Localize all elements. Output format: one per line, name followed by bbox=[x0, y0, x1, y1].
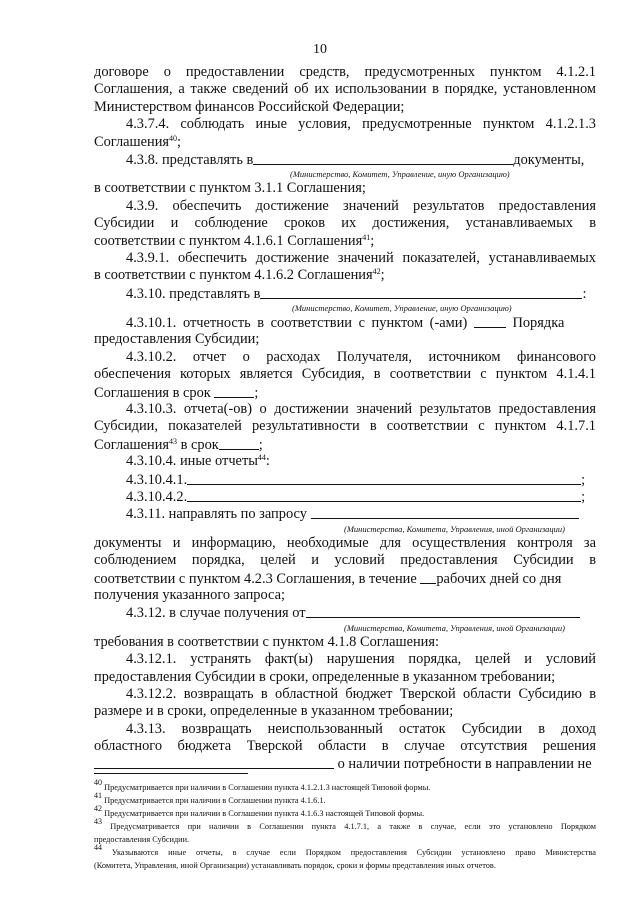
clause-4-3-10: 4.3.10. представлять в : bbox=[126, 285, 587, 302]
footnote-44: $^{44}$ Указываются иные отчеты, в случае если Порядком предоставления Субсидии установлено право Министерства bbox=[94, 843, 596, 857]
hint-authority: (Министерства, Комитета, Управления, иной Организации) bbox=[344, 622, 566, 633]
text-line: договоре о предоставлении средств, предусмотренных пунктом 4.1.2.1 bbox=[94, 64, 596, 80]
footnote-41: $^{41}$ Предусматривается при наличии в Соглашении пункта 4.1.6.1. bbox=[94, 791, 326, 805]
hint-line bbox=[94, 622, 596, 634]
text-line: предоставления Субсидии; bbox=[94, 331, 260, 348]
page-number: 10 bbox=[313, 42, 327, 57]
blank-line-authority bbox=[306, 604, 580, 618]
clause-4-3-10-4-2: 4.3.10.4.2. ; bbox=[126, 488, 586, 505]
text-line: требования в соответствии с пунктом 4.1.8 Соглашения: bbox=[94, 633, 439, 650]
footnote-ref: 41 bbox=[362, 232, 371, 242]
clause-4-3-10-2: 4.3.10.2. отчет о расходах Получателя, источником финансового bbox=[126, 348, 596, 365]
blank-line-report bbox=[187, 471, 581, 485]
clause-4-3-12-2: 4.3.12.2. возвращать в областной бюджет Тверской области Субсидию в bbox=[126, 685, 596, 702]
clause-4-3-10-4-1: 4.3.10.4.1. ; bbox=[126, 471, 586, 488]
text-line: Министерством финансов Российской Федерации; bbox=[94, 98, 405, 115]
text-line: о наличии потребности в направлении не bbox=[94, 755, 596, 772]
hint-line bbox=[94, 302, 596, 314]
clause-4-3-12: 4.3.12. в случае получения от bbox=[94, 604, 596, 621]
hint-recipient: (Министерство, Комитет, Управление, иную Организацию) bbox=[290, 169, 510, 180]
blank-line-points bbox=[474, 314, 506, 328]
footnote-ref: 42 bbox=[372, 267, 381, 277]
text-line: в соответствии с пунктом 3.1.1 Соглашения; bbox=[94, 180, 366, 197]
footnote-ref: 43 bbox=[169, 436, 178, 446]
text-line: обеспечения которых является Субсидия, в соответствии с пунктом 4.1.4.1 bbox=[94, 366, 596, 383]
text-line: Соглашения$^{40}$; bbox=[94, 133, 182, 150]
blank-line-report bbox=[187, 488, 581, 502]
clause-4-3-10-1: 4.3.10.1. отчетность в соответствии с пунктом (-ами) Порядка bbox=[126, 315, 565, 332]
document-body bbox=[94, 64, 596, 773]
hint-line bbox=[94, 168, 596, 180]
blank-line-decision bbox=[94, 755, 334, 769]
footnotes bbox=[94, 778, 596, 872]
blank-line-recipient bbox=[253, 151, 513, 165]
clause-4-3-13: 4.3.13. возвращать неиспользованный остаток Субсидии в доход bbox=[126, 720, 596, 737]
footnote-43-cont: предоставления Субсидии. bbox=[94, 835, 190, 844]
text-line: соответствии с пунктом 4.1.6.1 Соглашения$^{41}$; bbox=[94, 232, 375, 249]
text-line: соответствии с пунктом 4.2.3 Соглашения, в течение рабочих дней со дня bbox=[94, 570, 562, 587]
text-line: размере и в сроки, определенные в указанном требовании; bbox=[94, 703, 454, 720]
hint-recipient: (Министерство, Комитет, Управление, иную Организацию) bbox=[292, 303, 512, 314]
clause-4-3-8: 4.3.8. представлять в документы, bbox=[126, 151, 585, 168]
text-line: Соглашения в срок ; bbox=[94, 384, 259, 401]
footnote-42: $^{42}$ Предусматривается при наличии в Соглашении пункта 4.1.6.3 настоящей Типовой формы. bbox=[94, 804, 425, 818]
hint-authority: (Министерства, Комитета, Управления, иной Организации) bbox=[344, 523, 566, 534]
clause-4-3-11: 4.3.11. направлять по запросу bbox=[94, 505, 596, 522]
blank-line-deadline bbox=[214, 384, 254, 398]
footnote-separator bbox=[94, 773, 248, 774]
clause-4-3-10-4: 4.3.10.4. иные отчеты$^{44}$: bbox=[126, 453, 270, 470]
blank-line-recipient bbox=[260, 285, 582, 299]
clause-4-3-9-1: 4.3.9.1. обеспечить достижение значений показателей, устанавливаемых bbox=[126, 249, 596, 266]
clause-4-3-7-4: 4.3.7.4. соблюдать иные условия, предусмотренные пунктом 4.1.2.1.3 bbox=[126, 116, 596, 133]
text-line: Соглашения, а также сведений об их использовании в порядке, установленном bbox=[94, 81, 596, 98]
footnote-ref: 40 bbox=[169, 133, 178, 143]
text-line: Субсидии, показателей результативности в соответствии с пунктом 4.1.7.1 bbox=[94, 418, 596, 435]
text-line: предоставления Субсидии в сроки, определенные в указанном требовании; bbox=[94, 668, 556, 685]
footnote-43: $^{43}$ Предусматривается при наличии в Соглашении пункта 4.1.7.1, а также в случае, если это установлено Порядком bbox=[94, 817, 596, 831]
blank-line-deadline bbox=[219, 436, 259, 450]
footnote-40: $^{40}$ Предусматривается при наличии в Соглашении пункта 4.1.2.1.3 настоящей Типовой формы. bbox=[94, 778, 431, 792]
text-line: в соответствии с пунктом 4.1.6.2 Соглашения$^{42}$; bbox=[94, 267, 385, 284]
hint-line bbox=[94, 523, 596, 535]
blank-line-days bbox=[420, 570, 436, 584]
text-line: областного бюджета Тверской области в случае отсутствия решения bbox=[94, 738, 596, 755]
text-line: соблюдением порядка, целей и условий предоставления Субсидии в bbox=[94, 552, 596, 569]
text-line: получения указанного запроса; bbox=[94, 586, 285, 603]
clause-4-3-12-1: 4.3.12.1. устранять факт(ы) нарушения порядка, целей и условий bbox=[126, 651, 596, 668]
text-line: Соглашения$^{43}$ в срок ; bbox=[94, 436, 263, 453]
text-line: документы и информацию, необходимые для осуществления контроля за bbox=[94, 534, 596, 551]
clause-4-3-9: 4.3.9. обеспечить достижение значений результатов предоставления bbox=[126, 197, 596, 214]
clause-4-3-10-3: 4.3.10.3. отчета(-ов) о достижении значений результатов предоставления bbox=[126, 401, 596, 418]
footnote-44-cont: (Комитета, Управления, иной Организации) устанавливать порядок, сроки и формы представления иных отчетов. bbox=[94, 861, 496, 870]
blank-line-authority bbox=[311, 505, 579, 519]
footnote-ref: 44 bbox=[257, 453, 266, 463]
text-line: Субсидии и соблюдение сроков их достижения, устанавливаемых в bbox=[94, 215, 596, 232]
